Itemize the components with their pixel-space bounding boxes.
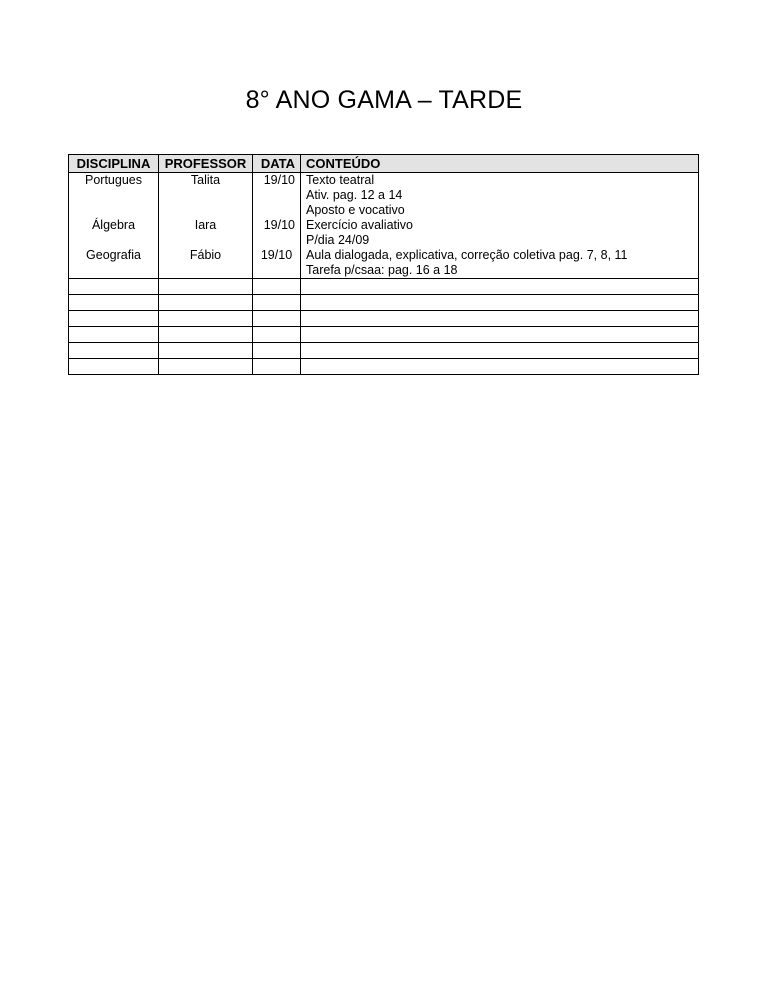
empty-cell <box>301 295 699 311</box>
cell-conteudo: P/dia 24/09 <box>301 233 699 248</box>
empty-cell <box>301 279 699 295</box>
cell-data: 19/10 <box>253 248 301 263</box>
table-row-continuation <box>69 203 699 218</box>
header-conteudo: CONTEÚDO <box>301 155 699 173</box>
empty-cell <box>159 311 253 327</box>
cell-professor: Talita <box>159 173 253 189</box>
cell-conteudo: Exercício avaliativo <box>301 218 699 233</box>
empty-cell <box>253 311 301 327</box>
empty-cell <box>69 279 159 295</box>
empty-cell <box>69 343 159 359</box>
header-professor: PROFESSOR <box>159 155 253 173</box>
table-row <box>69 218 699 233</box>
empty-cell <box>159 343 253 359</box>
cell-disciplina: Portugues <box>69 173 159 189</box>
cell-disciplina: Geografia <box>69 248 159 263</box>
empty-table-row <box>69 343 699 359</box>
empty-cell <box>69 295 159 311</box>
table-row <box>69 173 699 189</box>
empty-cell <box>253 327 301 343</box>
cell-data: 19/10 <box>253 173 301 189</box>
header-data: DATA <box>253 155 301 173</box>
cell-professor: Iara <box>159 218 253 233</box>
empty-cell <box>69 311 159 327</box>
table-row-continuation <box>69 263 699 279</box>
empty-table-row <box>69 359 699 375</box>
cell-conteudo: Tarefa p/csaa: pag. 16 a 18 <box>301 263 699 279</box>
cell-professor: Fábio <box>159 248 253 263</box>
empty-rows <box>69 279 699 375</box>
empty-table-row <box>69 295 699 311</box>
empty-cell <box>253 359 301 375</box>
cell-conteudo: Aula dialogada, explicativa, correção coletiva pag. 7, 8, 11 <box>301 248 699 263</box>
cell-conteudo: Ativ. pag. 12 a 14 <box>301 188 699 203</box>
table-row-continuation <box>69 188 699 203</box>
empty-cell <box>301 327 699 343</box>
table-row-continuation <box>69 233 699 248</box>
empty-cell <box>253 279 301 295</box>
empty-cell <box>301 311 699 327</box>
table-header-row <box>69 155 699 173</box>
cell-disciplina: Álgebra <box>69 218 159 233</box>
empty-cell <box>253 343 301 359</box>
header-disciplina: DISCIPLINA <box>69 155 159 173</box>
empty-cell <box>159 327 253 343</box>
table-row <box>69 248 699 263</box>
empty-table-row <box>69 327 699 343</box>
empty-cell <box>69 327 159 343</box>
cell-data: 19/10 <box>253 218 301 233</box>
empty-table-row <box>69 311 699 327</box>
empty-cell <box>159 279 253 295</box>
empty-cell <box>301 359 699 375</box>
empty-cell <box>69 359 159 375</box>
empty-table-row <box>69 279 699 295</box>
empty-cell <box>159 295 253 311</box>
page-title: 8° ANO GAMA – TARDE <box>245 86 523 114</box>
schedule-table <box>68 154 699 375</box>
empty-cell <box>159 359 253 375</box>
empty-cell <box>253 295 301 311</box>
cell-conteudo: Texto teatral <box>301 173 699 189</box>
empty-cell <box>301 343 699 359</box>
cell-conteudo: Aposto e vocativo <box>301 203 699 218</box>
